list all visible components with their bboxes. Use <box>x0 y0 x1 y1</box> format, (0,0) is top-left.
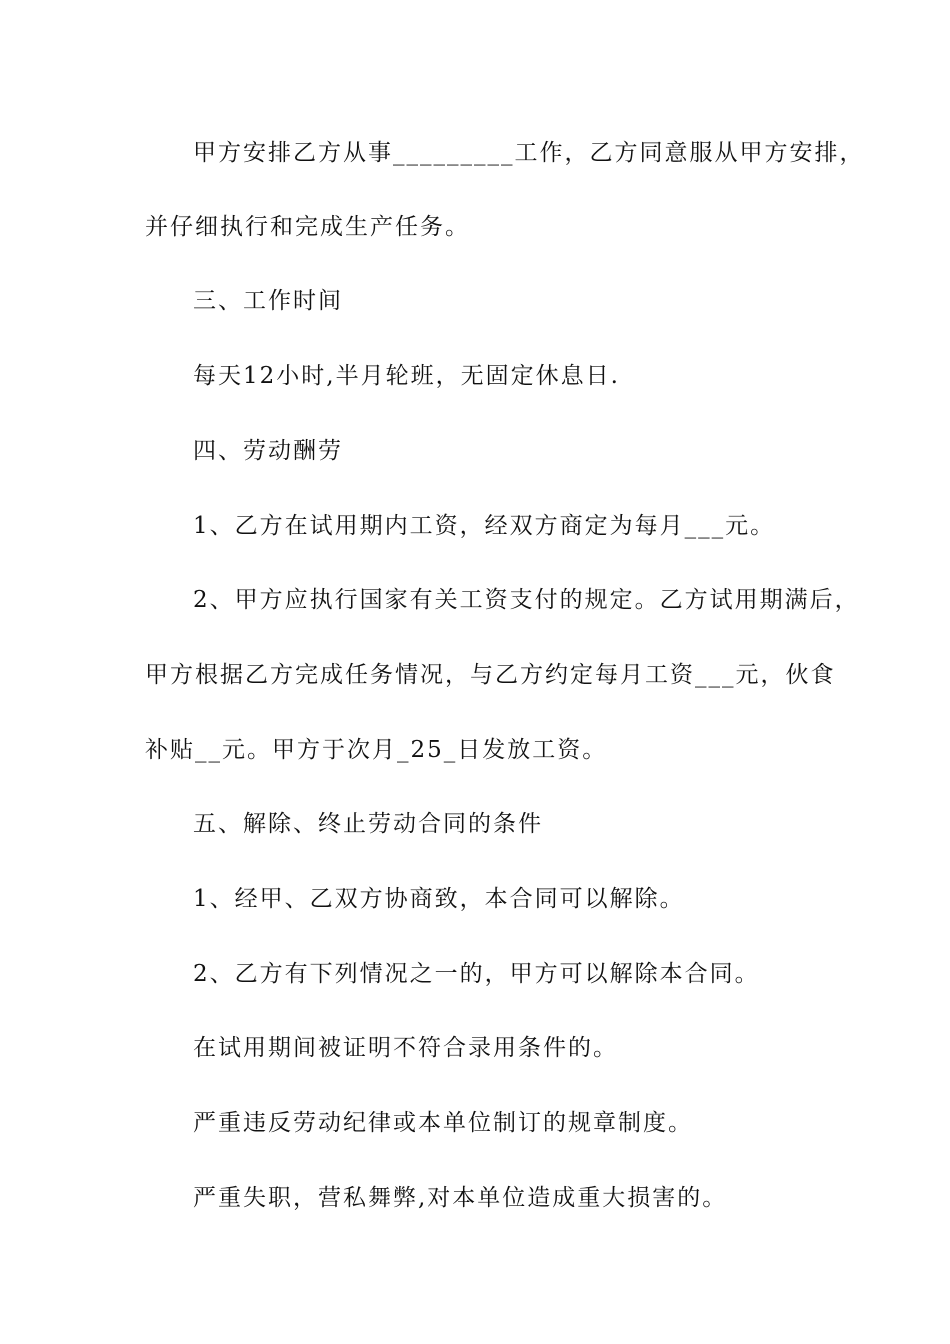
paragraph-line: 严重违反劳动纪律或本单位制订的规章制度。 <box>193 1110 693 1136</box>
paragraph-line: 并仔细执行和完成生产任务。 <box>145 214 470 240</box>
paragraph-line: 甲方根据乙方完成任务情况，与乙方约定每月工资___元，伙食 <box>145 662 836 688</box>
paragraph-line: 2、乙方有下列情况之一的，甲方可以解除本合同。 <box>193 961 760 987</box>
paragraph-line: 甲方安排乙方从事_________工作，乙方同意服从甲方安排， <box>193 140 865 166</box>
section-heading: 三、工作时间 <box>193 288 343 314</box>
section-heading: 五、解除、终止劳动合同的条件 <box>193 811 543 837</box>
paragraph-line: 在试用期间被证明不符合录用条件的。 <box>193 1035 618 1061</box>
paragraph-line: 2、甲方应执行国家有关工资支付的规定。乙方试用期满后， <box>193 587 860 613</box>
paragraph-line: 严重失职，营私舞弊,对本单位造成重大损害的。 <box>193 1185 728 1211</box>
paragraph-line: 1、经甲、乙双方协商致，本合同可以解除。 <box>193 886 685 912</box>
section-heading: 四、劳动酬劳 <box>193 438 343 464</box>
paragraph-line: 补贴__元。甲方于次月_25_日发放工资。 <box>145 737 608 763</box>
paragraph-line: 每天12小时,半月轮班，无固定休息日. <box>193 363 620 389</box>
paragraph-line: 1、乙方在试用期内工资，经双方商定为每月___元。 <box>193 513 776 539</box>
